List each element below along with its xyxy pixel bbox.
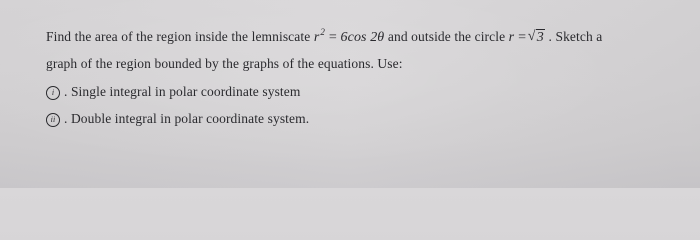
exponent: 2 (320, 27, 325, 37)
list-item-2 (46, 110, 309, 128)
item-text-1: . Single integral in polar coordinate system (64, 84, 301, 99)
sketch-text: . Sketch a (548, 29, 603, 44)
lemniscate-rhs: 6cos 2θ (340, 30, 385, 45)
equals-sign-2: = (517, 30, 527, 45)
problem-statement-line-2: graph of the region bounded by the graphs of the equations. Use: (46, 56, 403, 71)
r-variable: r (313, 30, 320, 45)
radical-sign: √ (527, 29, 536, 44)
equals-sign: = (327, 30, 338, 45)
r-variable-2: r (508, 30, 515, 45)
item-marker-1: i (46, 86, 60, 100)
middle-text: and outside the circle (387, 29, 506, 44)
lemniscate-equation (313, 27, 388, 45)
radicand: 3 (536, 30, 544, 45)
item-text-2: . Double integral in polar coordinate system. (64, 111, 310, 126)
square-root (527, 29, 545, 47)
intro-text: Find the area of the region inside the lemniscate (46, 29, 311, 44)
list-item-1 (46, 83, 300, 101)
problem-statement-line-1 (46, 28, 602, 47)
circle-equation (509, 30, 549, 45)
item-marker-2: ii (46, 113, 60, 127)
